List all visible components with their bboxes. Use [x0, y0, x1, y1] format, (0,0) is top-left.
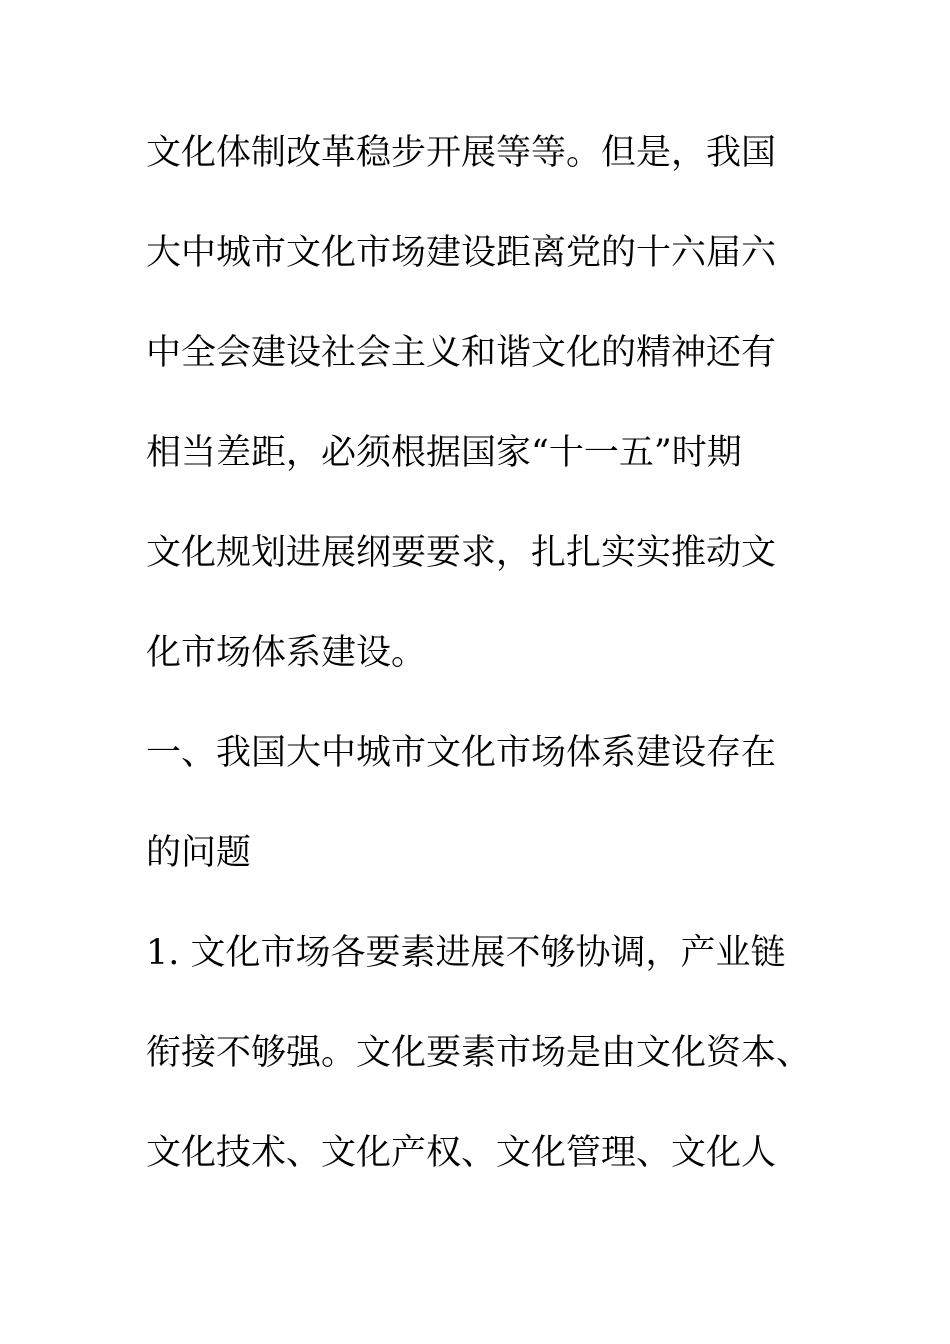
body-text-line: 衔接不够强。文化要素市场是由文化资本、 — [146, 1033, 812, 1073]
body-text-line: 中全会建设社会主义和谐文化的精神还有 — [146, 333, 777, 373]
body-text-line: 化市场体系建设。 — [146, 633, 427, 673]
section-heading-line: 一、我国大中城市文化市场体系建设存在 — [146, 733, 777, 773]
section-heading-line: 的问题 — [146, 833, 252, 873]
body-text-line: 文化技术、文化产权、文化管理、文化人 — [146, 1133, 777, 1173]
body-text-line: 相当差距，必须根据国家“十一五”时期 — [146, 433, 742, 473]
body-text-line: 文化体制改革稳步开展等等。但是，我国 — [146, 133, 777, 173]
subsection-text-line: 1. 文化市场各要素进展不够协调，产业链 — [146, 933, 786, 973]
body-text-line: 文化规划进展纲要要求，扎扎实实推动文 — [146, 533, 777, 573]
body-text-line: 大中城市文化市场建设距离党的十六届六 — [146, 233, 777, 273]
